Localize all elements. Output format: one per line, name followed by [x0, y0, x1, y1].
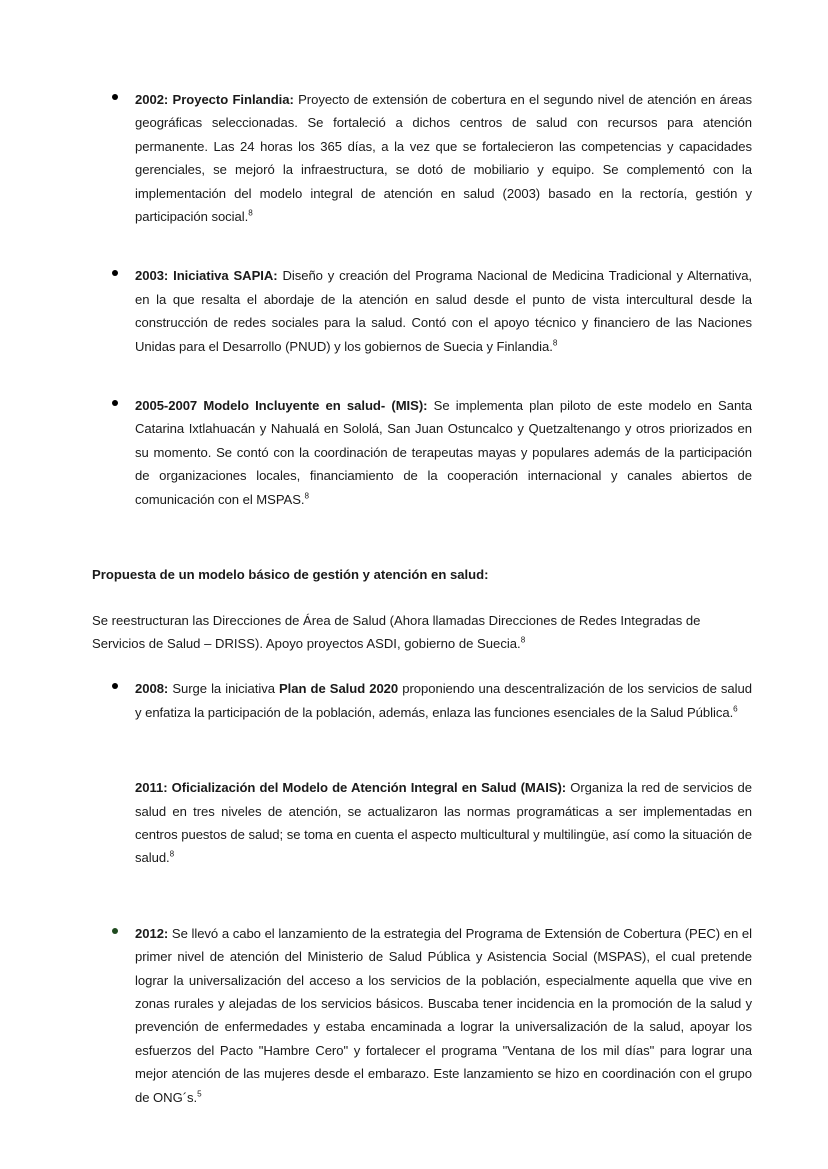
paragraph-2002: [135, 88, 752, 228]
paragraph-lead: 2008:: [135, 681, 169, 697]
section-heading: Propuesta de un modelo básico de gestión y atención en salud:: [92, 567, 489, 583]
paragraph-block: [92, 776, 752, 870]
paragraph-2011: [135, 776, 752, 870]
paragraph-2003: [135, 264, 752, 358]
spacer: [92, 892, 752, 922]
paragraph-lead: 2005-2007 Modelo Incluyente en salud- (MIS):: [135, 398, 428, 414]
footnote-reference: 8: [552, 338, 558, 348]
footnote-reference: 5: [197, 1089, 202, 1099]
section-paragraph: [92, 609, 712, 656]
bullet-marker-icon: [112, 270, 118, 276]
paragraph-body-pre: Surge la iniciativa: [168, 681, 279, 697]
document-content: [92, 88, 752, 1131]
spacer: [92, 533, 752, 563]
bullet-marker-icon: [112, 928, 118, 934]
list-item: [92, 264, 752, 358]
paragraph-body: Se implementa plan piloto de este modelo en Santa Catarina Ixtlahuacán y Nahualá en Sololá, San Juan Ostuncalco y Quetzaltenango y otros priorizados en su momento. Se contó con la coordinación de terapeutas mayas y populares además de la participación de organizaciones locales, financiamiento de la cooperación internacional y canales abiertos de comunicación con el MSPAS.: [135, 398, 752, 507]
paragraph-lead: 2012:: [135, 925, 169, 941]
paragraph-body: Organiza la red de servicios de salud en tres niveles de atención, se actualizaron las normas programáticas a ser implementadas en centros puestos de salud; se toma en cuenta el aspecto multicultural y multilingüe, así como la situación de salud.: [135, 780, 752, 866]
list-item: [92, 88, 752, 228]
footnote-reference: 8: [169, 849, 175, 859]
paragraph-body: Diseño y creación del Programa Nacional de Medicina Tradicional y Alternativa, en la que resalta el abordaje de la atención en salud desde el punto de vista intercultural desde la construcción de redes sociales para la salud. Contó con el apoyo técnico y financiero de las Naciones Unidas para el Desarrollo (PNUD) y los gobiernos de Suecia y Finlandia.: [135, 268, 753, 354]
list-item: [92, 922, 752, 1109]
spacer: [92, 746, 752, 776]
paragraph-2012: [135, 922, 752, 1109]
paragraph-body: Se llevó a cabo el lanzamiento de la estrategia del Programa de Extensión de Cobertura (PEC) en el primer nivel de atención del Ministerio de Salud Pública y Asistencia Social (MSPAS), el cual pretende lograr la universalización del acceso a los servicios de la población, especialmente aquella que vive en zonas rurales y alejadas de los servicios básicos. Buscaba tener incidencia en la promoción de la salud y prevención de enfermedades y estaba encaminada a lograr la universalización de la salud, apoyar los esfuerzos del Pacto "Hambre Cero" y fortalecer el programa "Ventana de los mil días" para lograr una mejor atención de las mujeres desde el embarazo. Este lanzamiento se hizo en coordinación con el grupo de ONG´s.: [135, 925, 752, 1105]
paragraph-emphasis: Plan de Salud 2020: [279, 681, 399, 697]
spacer: [92, 250, 752, 264]
footnote-reference: 6: [733, 704, 738, 714]
footnote-reference: 8: [520, 635, 526, 645]
list-item: [92, 677, 752, 724]
bullet-marker-icon: [112, 400, 118, 406]
bullet-marker-icon: [112, 683, 118, 689]
footnote-reference: 8: [304, 491, 309, 501]
paragraph-body-post: proponiendo una descentralización de los servicios de salud y enfatiza la participación de la población, además, enlaza las funciones esenciales de la Salud Pública.: [135, 681, 752, 720]
bullet-marker-icon: [112, 94, 118, 100]
list-item: [92, 394, 752, 511]
spacer: [92, 380, 752, 394]
paragraph-lead: 2002: Proyecto Finlandia:: [135, 92, 294, 107]
spacer: [92, 655, 752, 677]
paragraph-2008: [135, 677, 752, 724]
paragraph-lead: 2011: Oficialización del Modelo de Atención Integral en Salud (MAIS):: [135, 780, 567, 796]
section-paragraph-text: Se reestructuran las Direcciones de Área de Salud (Ahora llamadas Direcciones de Redes Integradas de Servicios de Salud – DRISS). Apoyo proyectos ASDI, gobierno de Suecia.: [92, 612, 701, 651]
paragraph-body: Proyecto de extensión de cobertura en el segundo nivel de atención en áreas geográficas seleccionadas. Se fortaleció a dichos centros de salud con recursos para atención permanente. Las 24 horas los 365 días, a la vez que se fortalecieron las competencias y capacidades gerenciales, se mejoró la infraestructura, se dotó de mobiliario y equipo. Se complementó con la implementación del modelo integral de atención en salud (2003) basado en la rectoría, gestión y participación social.: [135, 92, 752, 225]
paragraph-lead: 2003: Iniciativa SAPIA:: [135, 268, 278, 284]
footnote-reference: 8: [248, 208, 253, 218]
paragraph-2005-2007: [135, 394, 752, 511]
